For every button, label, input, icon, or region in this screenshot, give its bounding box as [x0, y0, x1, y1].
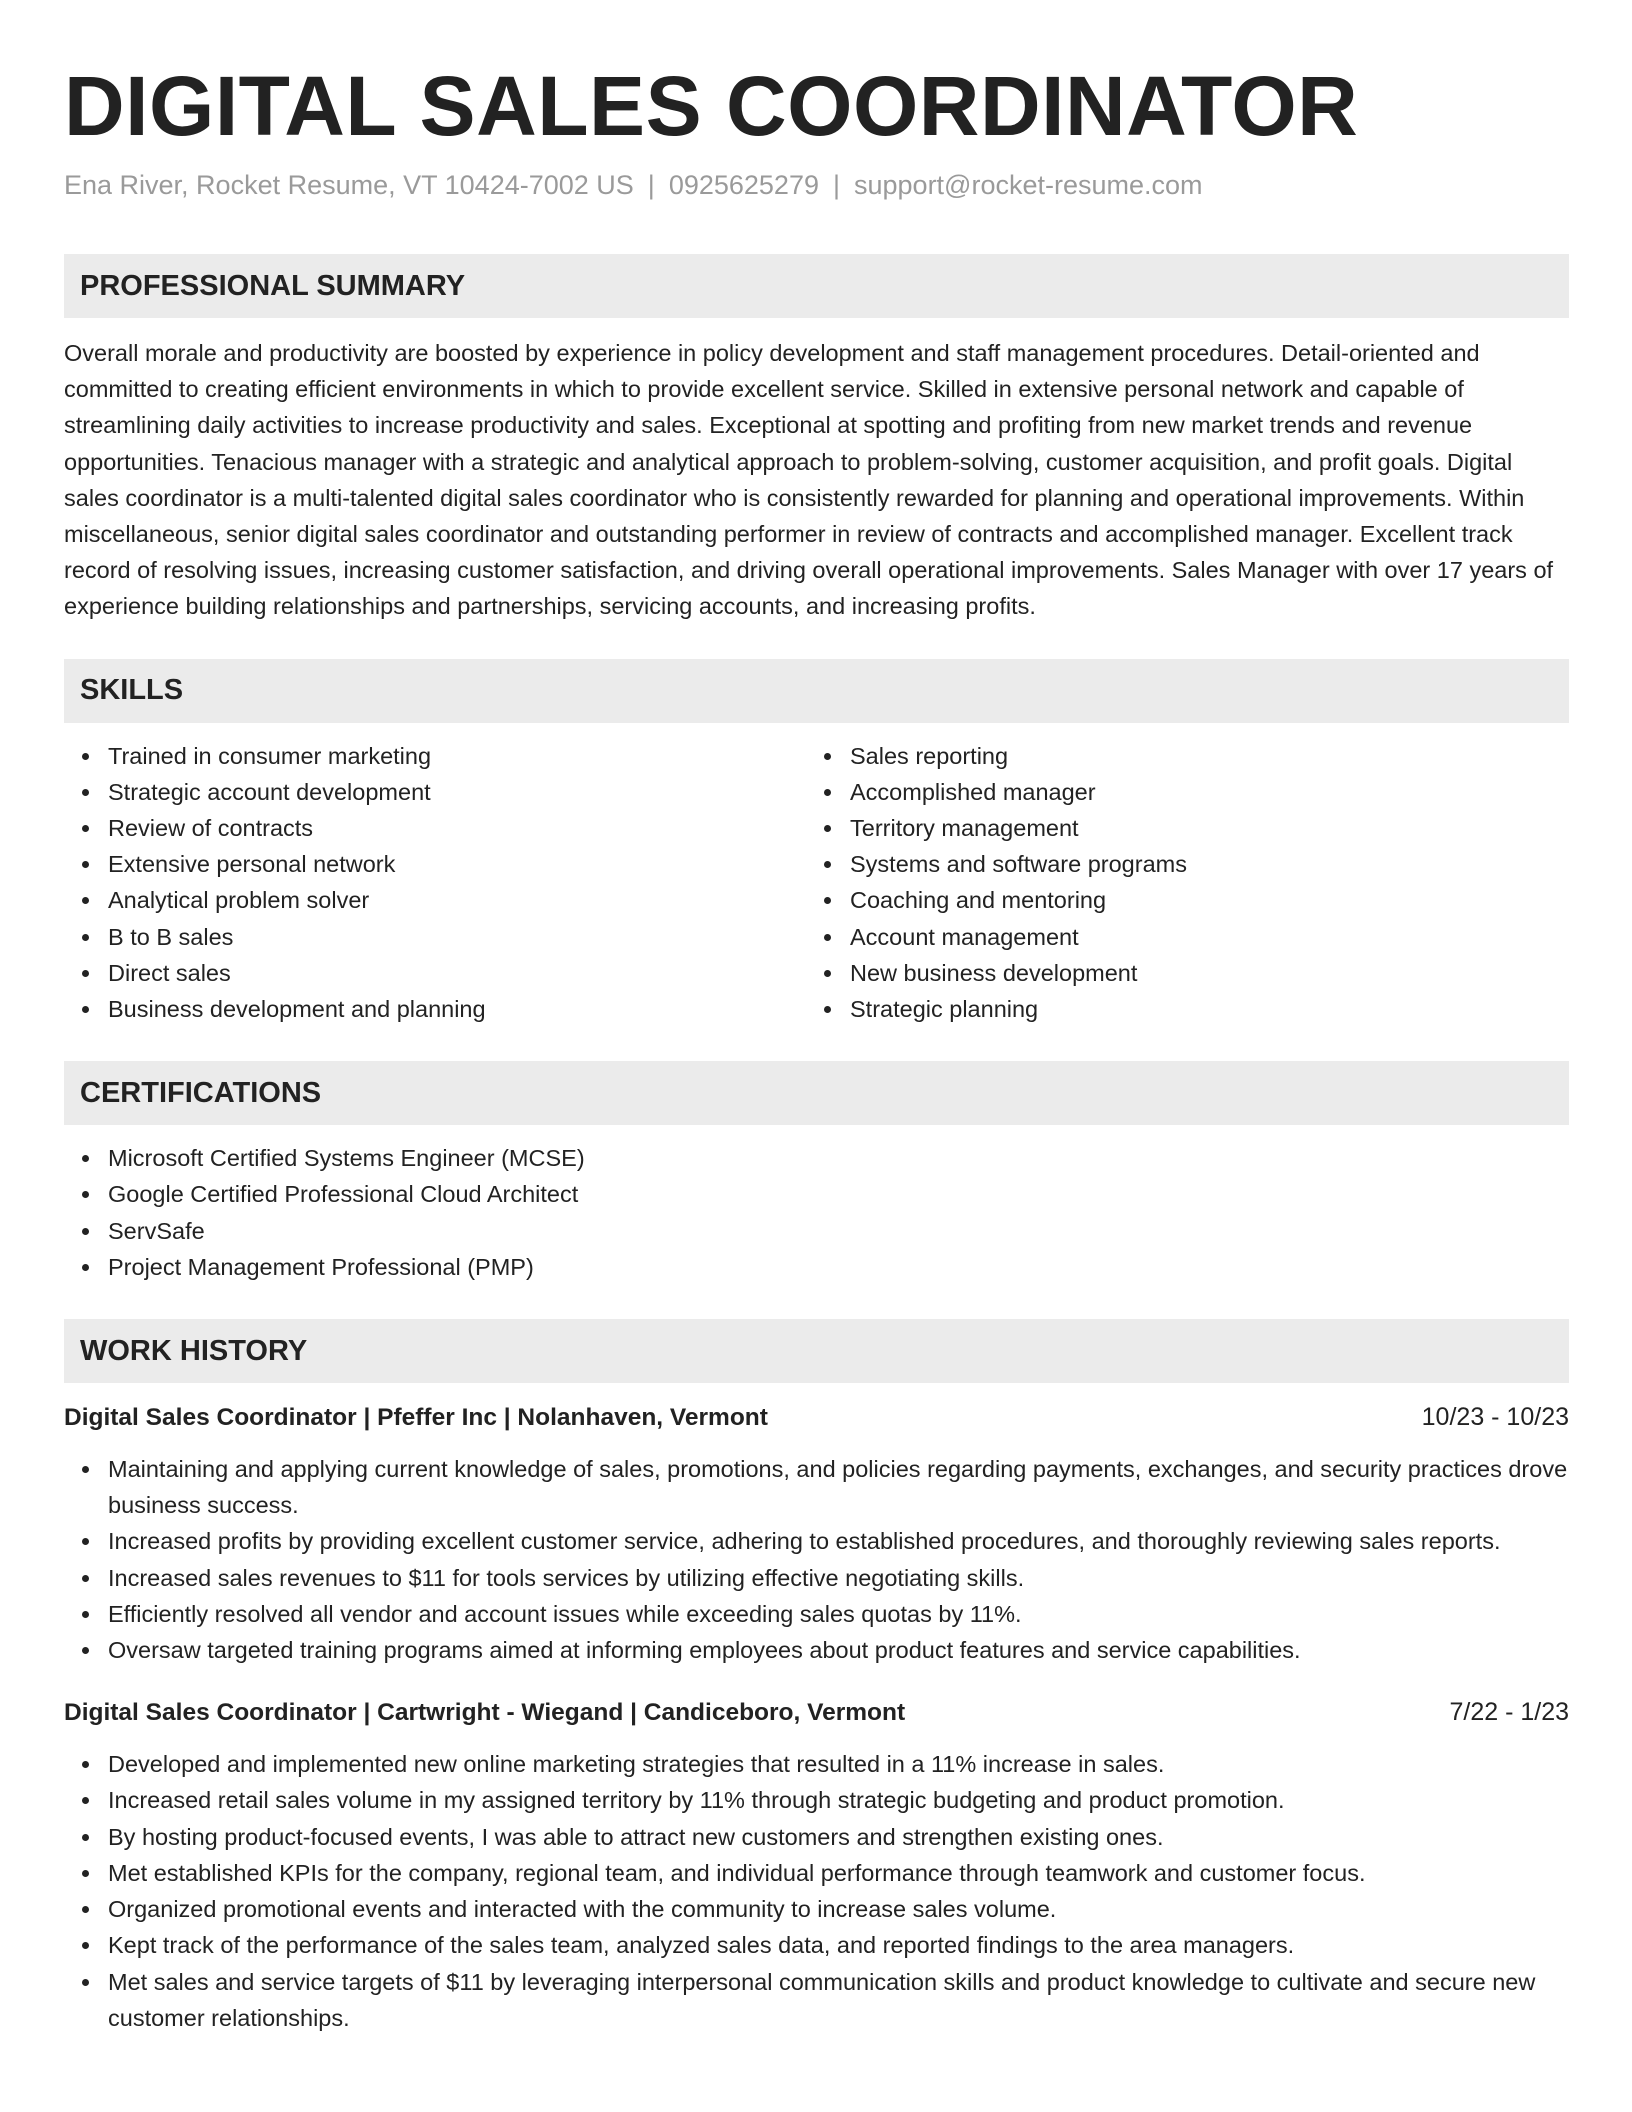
skill-item: Analytical problem solver	[64, 882, 806, 918]
job-header	[64, 1694, 1569, 1731]
skill-item: Review of contracts	[64, 810, 806, 846]
certifications-list	[64, 1140, 1569, 1285]
summary-text: Overall morale and productivity are boosted by experience in policy development and staff management procedures. Detail-oriented and committed to creating efficient environments in which to provide excellent service. Skilled in extensive personal network and capable of streamlining daily activities to increase productivity and sales. Exceptional at spotting and profiting from new market trends and revenue opportunities. Tenacious manager with a strategic and analytical approach to problem-solving, customer acquisition, and profit goals. Digital sales coordinator is a multi-talented digital sales coordinator who is consistently rewarded for planning and operational improvements. Within miscellaneous, senior digital sales coordinator and outstanding performer in review of contracts and accomplished manager. Excellent track record of resolving issues, increasing customer satisfaction, and driving overall operational improvements. Sales Manager with over 17 years of experience building relationships and partnerships, servicing accounts, and increasing profits.	[64, 340, 1554, 620]
skill-item: Trained in consumer marketing	[64, 738, 806, 774]
job-bullet: Increased retail sales volume in my assigned territory by 11% through strategic budgeting and product promotion.	[64, 1782, 1569, 1818]
skills-column-left	[64, 738, 806, 1028]
skill-item: Direct sales	[64, 955, 806, 991]
certification-item: Project Management Professional (PMP)	[64, 1249, 1569, 1285]
contact-line	[64, 168, 1569, 202]
skill-item: Accomplished manager	[806, 774, 1548, 810]
contact-separator: |	[832, 170, 840, 200]
skill-item: New business development	[806, 955, 1548, 991]
job-bullet: Efficiently resolved all vendor and account issues while exceeding sales quotas by 11%.	[64, 1596, 1569, 1632]
contact-separator: |	[647, 170, 655, 200]
skill-item: Extensive personal network	[64, 846, 806, 882]
section-header-work-history: WORK HISTORY	[64, 1319, 1569, 1383]
skill-item: Territory management	[806, 810, 1548, 846]
skill-item: Account management	[806, 919, 1548, 955]
job-bullet: Increased profits by providing excellent customer service, adhering to established procedures, and thoroughly reviewing sales reports.	[64, 1523, 1569, 1559]
job-bullets	[64, 1746, 1569, 2036]
section-header-summary: PROFESSIONAL SUMMARY	[64, 254, 1569, 318]
section-header-certifications: CERTIFICATIONS	[64, 1061, 1569, 1125]
job-bullet: Met sales and service targets of $11 by leveraging interpersonal communication skills and product knowledge to cultivate and secure new customer relationships.	[64, 1964, 1569, 2036]
job-bullet: Met established KPIs for the company, regional team, and individual performance through teamwork and customer focus.	[64, 1855, 1569, 1891]
contact-phone: 0925625279	[668, 170, 819, 200]
job-entry	[64, 1694, 1569, 2036]
skill-item: Strategic planning	[806, 991, 1548, 1027]
contact-address: Ena River, Rocket Resume, VT 10424-7002 US	[64, 170, 634, 200]
certification-item: ServSafe	[64, 1213, 1569, 1249]
job-title: Digital Sales Coordinator | Pfeffer Inc | Nolanhaven, Vermont	[64, 1404, 768, 1432]
job-header	[64, 1399, 1569, 1436]
job-bullet: Organized promotional events and interacted with the community to increase sales volume.	[64, 1891, 1569, 1927]
contact-email: support@rocket-resume.com	[854, 170, 1203, 200]
job-title: Digital Sales Coordinator | Cartwright - Wiegand | Candiceboro, Vermont	[64, 1699, 906, 1727]
skill-item: Strategic account development	[64, 774, 806, 810]
job-bullet: Increased sales revenues to $11 for tools services by utilizing effective negotiating skills.	[64, 1560, 1569, 1596]
resume-page	[64, 0, 1569, 2036]
section-header-skills: SKILLS	[64, 659, 1569, 723]
resume-title: DIGITAL SALES COORDINATOR	[64, 59, 1359, 153]
skill-item: Sales reporting	[806, 738, 1548, 774]
skills-list	[64, 738, 1569, 1028]
job-bullet: Oversaw targeted training programs aimed at informing employees about product features and service capabilities.	[64, 1632, 1569, 1668]
job-entry	[64, 1399, 1569, 1668]
skills-column-right	[806, 738, 1548, 1028]
job-bullet: By hosting product-focused events, I was able to attract new customers and strengthen existing ones.	[64, 1819, 1569, 1855]
skill-item: B to B sales	[64, 919, 806, 955]
skill-item: Coaching and mentoring	[806, 882, 1548, 918]
certification-item: Google Certified Professional Cloud Architect	[64, 1176, 1569, 1212]
job-bullets	[64, 1451, 1569, 1668]
job-bullet: Maintaining and applying current knowledge of sales, promotions, and policies regarding payments, exchanges, and security practices drove business success.	[64, 1451, 1569, 1523]
job-dates: 10/23 - 10/23	[1421, 1403, 1569, 1432]
certification-item: Microsoft Certified Systems Engineer (MCSE)	[64, 1140, 1569, 1176]
skill-item: Business development and planning	[64, 991, 806, 1027]
job-dates: 7/22 - 1/23	[1449, 1698, 1569, 1727]
job-bullet: Developed and implemented new online marketing strategies that resulted in a 11% increase in sales.	[64, 1746, 1569, 1782]
skill-item: Systems and software programs	[806, 846, 1548, 882]
job-bullet: Kept track of the performance of the sales team, analyzed sales data, and reported findings to the area managers.	[64, 1927, 1569, 1963]
